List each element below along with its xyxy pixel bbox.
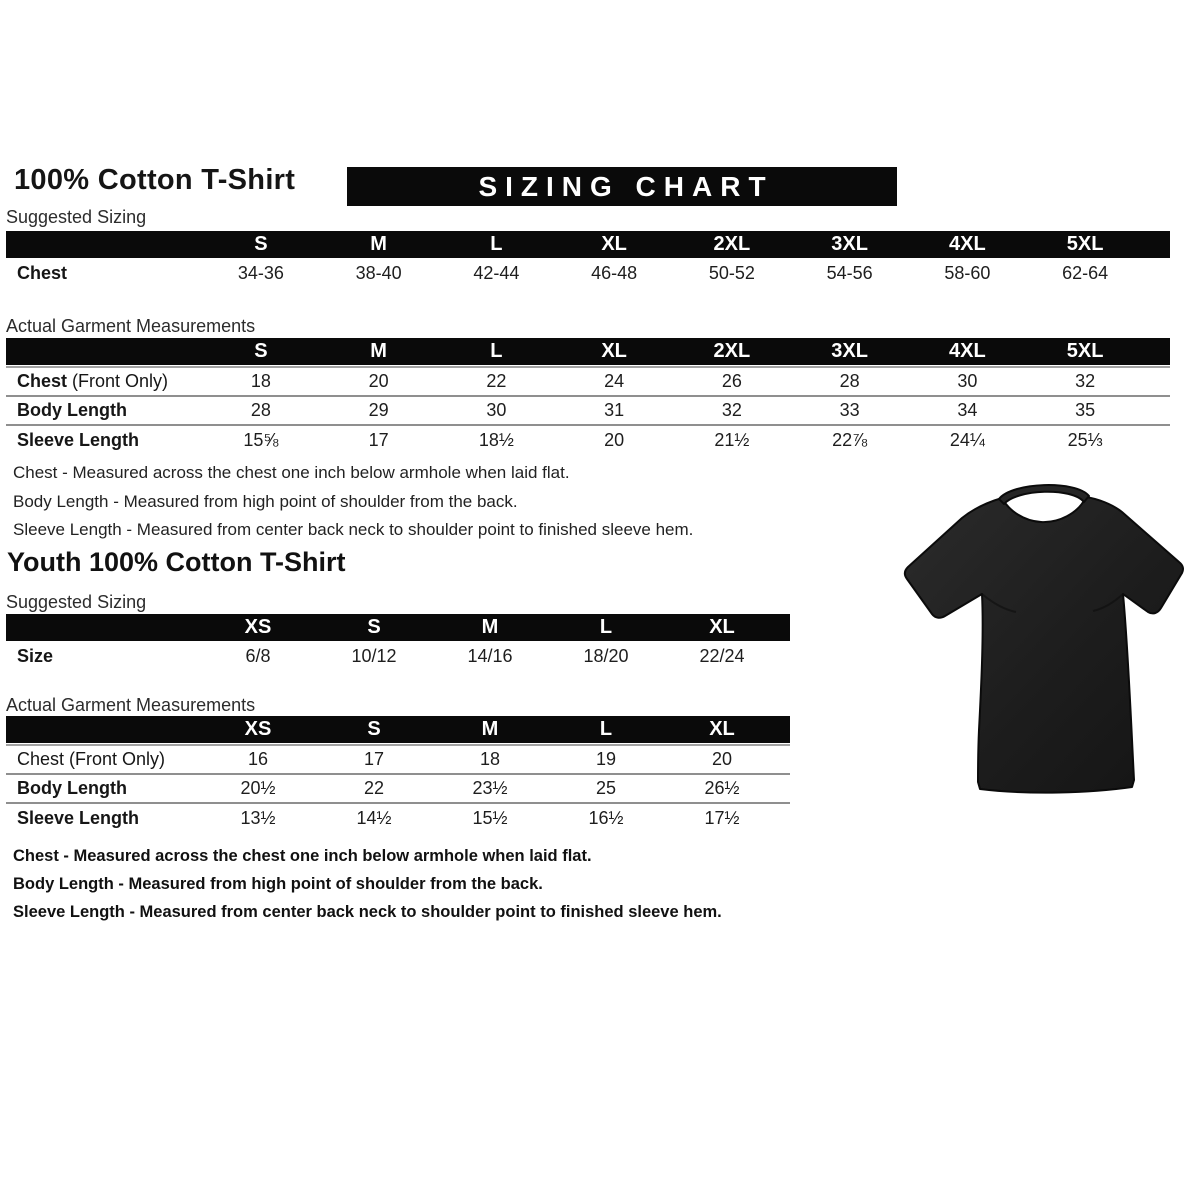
cell-value: 16 bbox=[247, 749, 269, 769]
cell-value: 30 bbox=[486, 400, 507, 420]
row-label-text: Size bbox=[17, 646, 54, 666]
row-label-text: Sleeve Length bbox=[17, 430, 140, 450]
cell-value: 10/12 bbox=[351, 646, 397, 666]
row-label bbox=[6, 430, 202, 451]
cell-value: 22/24 bbox=[699, 646, 745, 666]
column-header: 5XL bbox=[1066, 233, 1104, 255]
cell-value: 17 bbox=[363, 749, 385, 769]
cell-value: 18 bbox=[250, 371, 271, 391]
cell-value: 32 bbox=[721, 400, 742, 420]
cell-value: 14/16 bbox=[467, 646, 513, 666]
row-label-text: Chest bbox=[17, 371, 68, 391]
cell-value: 14½ bbox=[356, 808, 392, 828]
column-header: 4XL bbox=[949, 233, 986, 255]
row-label bbox=[6, 749, 200, 770]
cell-value: 26 bbox=[721, 371, 742, 391]
cell-value: 18 bbox=[479, 749, 501, 769]
youth-title: Youth 100% Cotton T-Shirt bbox=[7, 547, 346, 577]
cell-value: 58-60 bbox=[944, 263, 991, 283]
table-row bbox=[6, 368, 1170, 397]
cell-value: 6/8 bbox=[245, 646, 271, 666]
row-label-note: (Front Only) bbox=[67, 371, 169, 391]
column-header: M bbox=[481, 616, 499, 638]
row-label-note: Chest (Front Only) bbox=[17, 749, 166, 769]
column-header: 4XL bbox=[949, 340, 986, 362]
column-header: 3XL bbox=[831, 340, 868, 362]
cell-value: 20 bbox=[368, 371, 389, 391]
cell-value: 50-52 bbox=[708, 263, 755, 283]
cell-value: 17 bbox=[368, 430, 389, 450]
table-header-row bbox=[6, 716, 790, 743]
column-header: L bbox=[599, 718, 613, 740]
cell-value: 17½ bbox=[704, 808, 740, 828]
table-row bbox=[6, 426, 1170, 455]
note-line: Chest - Measured across the chest one inch below armhole when laid flat. bbox=[13, 463, 570, 482]
cell-value: 22 bbox=[486, 371, 507, 391]
table-header-row bbox=[6, 338, 1170, 365]
adult-title: 100% Cotton T-Shirt bbox=[14, 164, 296, 196]
cell-value: 34 bbox=[957, 400, 978, 420]
row-label-text: Body Length bbox=[17, 778, 127, 798]
column-header: M bbox=[370, 233, 387, 255]
cell-value: 16½ bbox=[588, 808, 624, 828]
column-header: L bbox=[490, 233, 503, 255]
table-header-row bbox=[6, 231, 1170, 258]
column-header: S bbox=[367, 718, 381, 740]
adult-suggested-heading: Suggested Sizing bbox=[6, 207, 147, 227]
black-tshirt-graphic bbox=[890, 472, 1198, 817]
row-label-text: Body Length bbox=[17, 400, 127, 420]
cell-value: 35 bbox=[1075, 400, 1096, 420]
column-header: M bbox=[370, 340, 387, 362]
note-line: Body Length - Measured from high point of shoulder from the back. bbox=[13, 491, 518, 511]
cell-value: 34-36 bbox=[237, 263, 284, 283]
cell-value: 22 bbox=[363, 778, 385, 798]
column-header: S bbox=[254, 340, 268, 362]
cell-value: 23½ bbox=[472, 778, 508, 798]
column-header: 5XL bbox=[1066, 340, 1104, 362]
cell-value: 42-44 bbox=[473, 263, 520, 283]
note-line: Sleeve Length - Measured from center back neck to shoulder point to finished sleeve hem. bbox=[13, 903, 722, 921]
cell-value: 33 bbox=[839, 400, 860, 420]
sizing-chart-banner: SIZING CHART bbox=[347, 167, 897, 206]
column-header: L bbox=[599, 616, 613, 638]
table-row bbox=[6, 746, 790, 775]
row-label bbox=[6, 778, 200, 799]
cell-value: 24 bbox=[604, 371, 625, 391]
row-label bbox=[6, 400, 202, 421]
cell-value: 19 bbox=[595, 749, 617, 769]
adult-suggested-table bbox=[6, 231, 1170, 289]
table-row bbox=[6, 258, 1170, 289]
column-header: XL bbox=[601, 340, 627, 362]
table-header-row bbox=[6, 614, 790, 641]
adult-actual-heading: Actual Garment Measurements bbox=[6, 316, 256, 336]
column-header: XS bbox=[244, 718, 272, 740]
youth-actual-table bbox=[6, 716, 790, 833]
youth-measurement-notes bbox=[13, 842, 722, 926]
cell-value: 13½ bbox=[240, 808, 276, 828]
column-header: L bbox=[490, 340, 503, 362]
note-line: Body Length - Measured from high point of shoulder from the back. bbox=[13, 875, 543, 893]
column-header: 2XL bbox=[713, 233, 751, 255]
cell-value: 25 bbox=[595, 778, 617, 798]
cell-value: 38-40 bbox=[355, 263, 402, 283]
column-header: S bbox=[367, 616, 381, 638]
cell-value: 62-64 bbox=[1062, 263, 1109, 283]
cell-value: 54-56 bbox=[826, 263, 873, 283]
row-label bbox=[6, 263, 202, 284]
cell-value: 18½ bbox=[478, 430, 514, 450]
cell-value: 21½ bbox=[714, 430, 750, 450]
row-label bbox=[6, 808, 200, 829]
cell-value: 26½ bbox=[704, 778, 740, 798]
table-row bbox=[6, 397, 1170, 426]
column-header: XS bbox=[244, 616, 272, 638]
column-header: XL bbox=[709, 616, 735, 638]
row-label-text: Chest bbox=[17, 263, 68, 283]
row-label bbox=[6, 646, 200, 667]
table-row bbox=[6, 804, 790, 833]
column-header: 3XL bbox=[831, 233, 868, 255]
cell-value: 28 bbox=[250, 400, 271, 420]
cell-value: 18/20 bbox=[583, 646, 629, 666]
table-row bbox=[6, 641, 790, 672]
cell-value: 15½ bbox=[472, 808, 508, 828]
column-header: XL bbox=[601, 233, 627, 255]
table-row bbox=[6, 775, 790, 804]
row-label bbox=[6, 371, 202, 392]
adult-actual-table bbox=[6, 338, 1170, 455]
cell-value: 32 bbox=[1075, 371, 1096, 391]
cell-value: 30 bbox=[957, 371, 978, 391]
column-header: 2XL bbox=[713, 340, 751, 362]
youth-suggested-heading: Suggested Sizing bbox=[6, 592, 147, 612]
column-header: S bbox=[254, 233, 268, 255]
note-line: Chest - Measured across the chest one inch below armhole when laid flat. bbox=[13, 847, 592, 865]
cell-value: 46-48 bbox=[591, 263, 638, 283]
cell-value: 22⅞ bbox=[832, 430, 868, 450]
cell-value: 20½ bbox=[240, 778, 276, 798]
cell-value: 31 bbox=[604, 400, 625, 420]
tshirt-image bbox=[890, 472, 1198, 817]
youth-actual-heading: Actual Garment Measurements bbox=[6, 695, 256, 715]
column-header: XL bbox=[709, 718, 735, 740]
column-header: M bbox=[481, 718, 499, 740]
cell-value: 20 bbox=[604, 430, 625, 450]
note-line: Sleeve Length - Measured from center back neck to shoulder point to finished sleeve hem. bbox=[13, 520, 694, 539]
cell-value: 24¼ bbox=[949, 430, 985, 450]
cell-value: 28 bbox=[839, 371, 860, 391]
cell-value: 15⅝ bbox=[243, 430, 279, 450]
adult-measurement-notes bbox=[13, 459, 693, 545]
cell-value: 25⅓ bbox=[1067, 430, 1103, 450]
cell-value: 20 bbox=[711, 749, 733, 769]
row-label-text: Sleeve Length bbox=[17, 808, 140, 828]
cell-value: 29 bbox=[368, 400, 389, 420]
youth-suggested-table bbox=[6, 614, 790, 672]
